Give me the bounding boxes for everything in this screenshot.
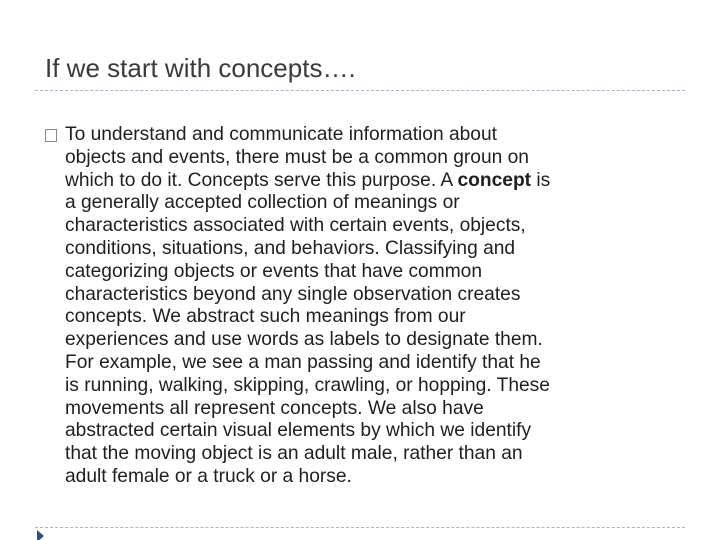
triangle-right-icon [37, 530, 44, 540]
slide-title: If we start with concepts…. [45, 53, 356, 83]
bullet-text-lead: To understand and communicate information about objects and events, there must be a common groun on which to do it. Concepts serve this purpose. A [65, 124, 529, 191]
bullet-text-rest: is a generally accepted collection of meanings or characteristics associated with certain events, objects, conditions, situations, and behaviors. Classifying and categorizing objects or events that have common characteristics beyond any single observation creates concepts. We abstract such meanings from our experiences and use words as labels to designate them. For example, we see a man passing and identify that he is running, walking, skipping, crawling, or hopping. These movements all represent concepts. We also have abstracted certain visual elements by which we identify that the moving object is an adult male, rather than an adult female or a truck or a horse. [65, 169, 551, 487]
footer-divider [35, 527, 685, 528]
bullet-text-emphasis: concept [457, 169, 532, 191]
hollow-square-bullet-icon [45, 129, 57, 142]
bullet-text [65, 124, 675, 489]
title-divider [35, 90, 685, 91]
bullet-item [45, 124, 675, 489]
